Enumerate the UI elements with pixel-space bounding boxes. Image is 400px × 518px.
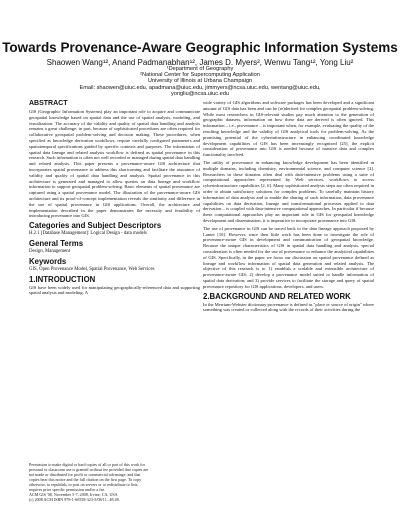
- paper-title: Towards Provenance-Aware Geographic Information Systems: [2, 40, 398, 55]
- general-terms-text: Design, Management: [29, 248, 71, 254]
- copyright-footnote: [29, 462, 200, 502]
- right-column: [203, 100, 374, 315]
- affiliation-university: University of Illinois at Urbana Champaign: [147, 78, 253, 84]
- categories-text: H.2.1 [Database Management]: Logical Design - data models: [29, 231, 147, 237]
- intro-paragraph-3: The use of provenance in GIS can be traced back to the data lineage approach proposed by Lanter [10]. However, since then little work has been done to investigate the role of provenance-aware GIS in development and communication of geospatial knowledge. Because the unique characteristics of GIS in spatial data handling and analysis, special consideration is often needed for the use of provenance to enhance the analytical capabilities of GIS. Specifically, in the paper we focus our discussion on spatial provenance defined as lineage and workflow information of spatial data generation and related analysis. The objective of this research is to 1) establish a scalable and extensible architecture of provenance-aware GIS; 2) develop a provenance model suited to handle information of spatial data derivation; and 3) provide services to facilitate the storage and query of spatial provenance repository for GIS applications, developers, and users.: [203, 225, 374, 289]
- intro-paragraph-1: wide variety of GIS algorithms and software packages has been developed and a significant amount of GIS data has been and can be (re)derived for complex geospatial problem-solving. While most researchers in GIS-relevant studies pay much attention to the generation of geographic datasets, information on how these data are derived is often ignored. This information – i.e., provenance – is important when, for example, evaluating the quality of the resulting knowledge and the validity of GIS analytical tools for problem-solving. As the promising potential of the cyberinfrastructure in enhancing coordinated knowledge development capabilities of GIS has been increasingly recognized [25], the explicit consideration of provenance into GIS is needed because of massive data and complex functionality involved.: [203, 100, 374, 158]
- keywords-heading: Keywords: [29, 256, 67, 266]
- footnote-line: not made or distributed for profit or commercial advantage, and that: [29, 472, 141, 477]
- intro-paragraph-2: The utility of provenance in enhancing knowledge development has been identified in multiple domains, including chemistry, environmental science, and computer science [2]. Researchers in these domains often deal with data-intensive problems using a suite of computational approaches represented by Web services, workflows to access cyberinfrastructure capabilities [2, 6]. Many sophisticated analysis steps are often required in order to obtain satisfactory solutions for complex problems. To carefully maintain history information of data analysis and to enable the sharing of such information, data provenance capabilities on data derivation, lineage and transformational processes applied to data derivation – is coupled with data-intensive computational approaches. In particular if because these computational approaches play an important role in GIS for geospatial knowledge development and dissemination, it is imperative to incorporate provenance into GIS.: [203, 159, 374, 223]
- background-heading: 2.BACKGROUND AND RELATED WORK: [203, 291, 351, 301]
- left-column: [29, 100, 200, 298]
- introduction-text: GIS have been widely used for manipulating geographically-referenced data and supporting spatial analysis and modeling. A: [29, 284, 200, 296]
- footnote-line: copies bear this notice and the full citation on the first page. To copy: [29, 477, 142, 482]
- footnote-line: personal or classroom use is granted without fee provided that copies are: [29, 467, 149, 472]
- categories-heading: Categories and Subject Descriptors: [29, 221, 162, 231]
- affiliation-emails: Email: shaowen@uiuc.edu, apadmana@uiuc.edu, jimmyers@ncsa.uiuc.edu, wentang@uiuc.edu,: [79, 85, 321, 91]
- footnote-conference: ACM GIS '08, November 5-7, 2008, Irvine, CA, USA: [29, 492, 118, 497]
- abstract-heading: ABSTRACT: [29, 100, 68, 107]
- keywords-text: GIS, Open Provenance Model, Spatial Provenance, Web Services: [29, 266, 155, 272]
- author-list: Shaowen Wang¹², Anand Padmanabhan¹², James D. Myers², Wenwu Tang¹², Yong Liu²: [46, 58, 354, 67]
- affiliation-ncsa: ²National Center for Supercomputing Application: [140, 72, 260, 78]
- background-text: In the Merriam-Webster dictionary provenance is defined as "place or source of origin" where something was created or collected along with the records of their activities during the: [203, 301, 374, 313]
- footnote-line: Permission to make digital or hard copies of all or part of this work for: [29, 462, 145, 467]
- footnote-line: requires prior specific permission and/or a fee.: [29, 487, 106, 492]
- abstract-text: GIS (Geographic Information Systems) play an important role to acquire and communicate geospatial knowledge based on spatial data and the use of spatial analysis, modeling, and visualization. The accuracy of the validity and quality of spatial data handling and analysis remains a great challenge, in part, because of sophisticated procedures are often required for collaborative geospatial problem-solving and decision making. These procedures, when specified as knowledge derivation workflows, require carefully configured parameters and spatiotemporal specifications guided by specific contexts and purposes. The information of spatial data lineage and related analysis workflow is defined as spatial provenance in this research. Such information is often not well recorded or managed during spatial data handling and related analysis. This paper presents a provenance-aware GIS architecture that incorporates spatial provenance to address this shortcoming and facilitate the assurance of validity and quality of spatial data handling and analysis. Spatial provenance in this architecture is generated and managed to allow queries on data lineage and workflow information to support geospatial problem-solving. Basic elements of spatial provenance are captured using a spatial provenance model. The illustration of the provenance-aware GIS architecture and its proof-of-concept implementation reveals the similarity and difference in the use of spatial provenance in GIS applications. Overall, the architecture and implementation described in the paper demonstrates the necessity and feasibility of introducing provenance into GIS.: [29, 109, 200, 219]
- introduction-heading: 1.INTRODUCTION: [29, 274, 96, 284]
- general-terms-heading: General Terms: [29, 238, 84, 248]
- affiliation-emails-cont: yongliu@ncsa.uiuc.edu: [171, 91, 229, 97]
- footnote-isbn: (c) 2008 ACM ISBN 978-1-60558-323-5/08/11...$5.00.: [29, 497, 120, 502]
- footnote-line: otherwise, to republish, to post on servers or to redistribute to lists,: [29, 482, 139, 487]
- affiliation-geography: ¹Department of Geography: [166, 66, 234, 72]
